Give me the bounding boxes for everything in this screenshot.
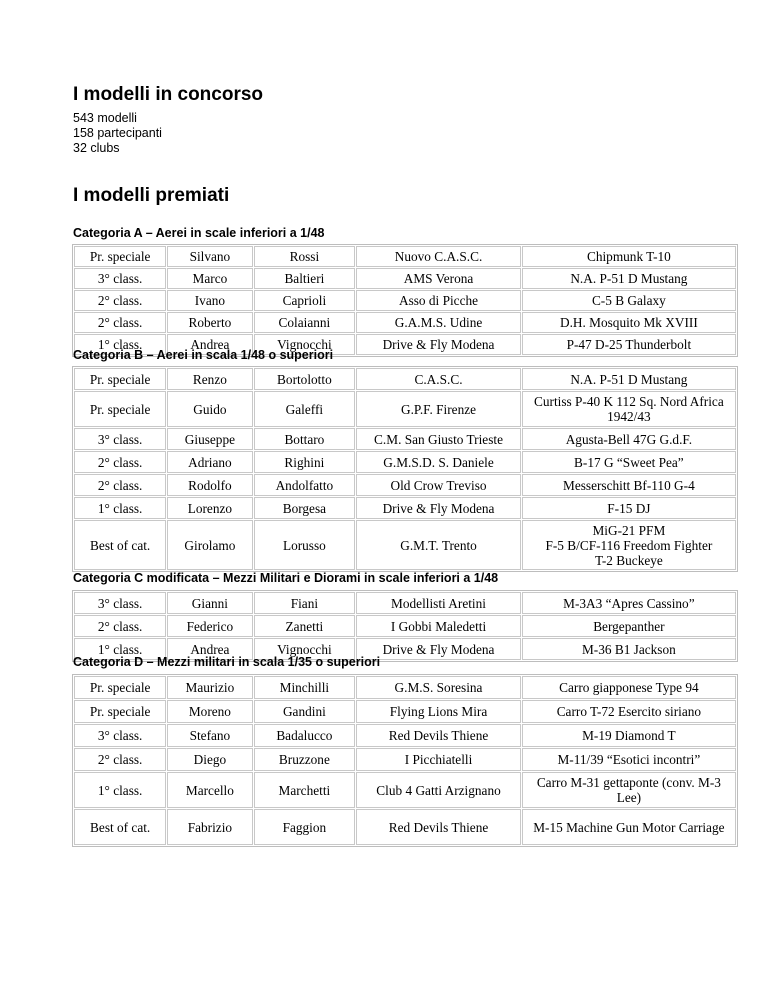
last-name-cell: Lorusso (254, 520, 356, 570)
last-name-cell: Andolfatto (254, 474, 356, 496)
model-cell: Messerschitt Bf-110 G-4 (522, 474, 736, 496)
club-cell: G.M.S.D. S. Daniele (356, 451, 521, 473)
table-row (74, 246, 736, 267)
model-cell: M-11/39 “Esotici incontri” (522, 748, 736, 771)
club-cell: Red Devils Thiene (356, 724, 521, 747)
category-a-heading: Categoria A – Aerei in scale inferiori a 1/48 (73, 226, 325, 240)
table-row (74, 428, 736, 450)
last-name-cell: Minchilli (254, 676, 356, 699)
first-name-cell: Giuseppe (167, 428, 252, 450)
first-name-cell: Andrea (167, 334, 252, 355)
table-row (74, 748, 736, 771)
model-cell: Carro M-31 gettaponte (conv. M-3 Lee) (522, 772, 736, 808)
last-name-cell: Colaianni (254, 312, 356, 333)
club-cell: Club 4 Gatti Arzignano (356, 772, 521, 808)
last-name-cell: Marchetti (254, 772, 356, 808)
model-cell: C-5 B Galaxy (522, 290, 736, 311)
last-name-cell: Badalucco (254, 724, 356, 747)
last-name-cell: Rossi (254, 246, 356, 267)
category-a-table (72, 244, 738, 357)
award-cell: Pr. speciale (74, 391, 166, 427)
category-d-heading: Categoria D – Mezzi militari in scala 1/35 o superiori (73, 655, 381, 669)
first-name-cell: Stefano (167, 724, 252, 747)
first-name-cell: Federico (167, 615, 252, 637)
last-name-cell: Bruzzone (254, 748, 356, 771)
first-name-cell: Adriano (167, 451, 252, 473)
club-cell: C.A.S.C. (356, 368, 521, 390)
award-cell: Pr. speciale (74, 246, 166, 267)
table-row (74, 290, 736, 311)
last-name-cell: Baltieri (254, 268, 356, 289)
last-name-cell: Gandini (254, 700, 356, 723)
first-name-cell: Lorenzo (167, 497, 252, 519)
category-d-table (72, 674, 738, 847)
table-row (74, 592, 736, 614)
award-cell: 2° class. (74, 474, 166, 496)
club-cell: I Gobbi Maledetti (356, 615, 521, 637)
club-cell: G.M.S. Soresina (356, 676, 521, 699)
last-name-cell: Righini (254, 451, 356, 473)
table-row (74, 772, 736, 808)
first-name-cell: Diego (167, 748, 252, 771)
model-cell: B-17 G “Sweet Pea” (522, 451, 736, 473)
model-cell: MiG-21 PFM F-5 B/CF-116 Freedom Fighter T-2 Buckeye (522, 520, 736, 570)
first-name-cell: Maurizio (167, 676, 252, 699)
table-row (74, 368, 736, 390)
last-name-cell: Borgesa (254, 497, 356, 519)
award-cell: 1° class. (74, 638, 166, 660)
club-cell: Drive & Fly Modena (356, 497, 521, 519)
model-cell: Curtiss P-40 K 112 Sq. Nord Africa 1942/43 (522, 391, 736, 427)
award-cell: 3° class. (74, 428, 166, 450)
last-name-cell: Fiani (254, 592, 356, 614)
club-cell: Asso di Picche (356, 290, 521, 311)
first-name-cell: Andrea (167, 638, 252, 660)
category-b-heading: Categoria B – Aerei in scala 1/48 o superiori (73, 348, 334, 362)
table-row (74, 809, 736, 845)
category-b-table (72, 366, 738, 572)
last-name-cell: Vignocchi (254, 334, 356, 355)
contest-stats (73, 111, 162, 156)
first-name-cell: Fabrizio (167, 809, 252, 845)
table-row (74, 474, 736, 496)
club-cell: Modellisti Aretini (356, 592, 521, 614)
club-cell: Drive & Fly Modena (356, 334, 521, 355)
club-cell: Nuovo C.A.S.C. (356, 246, 521, 267)
first-name-cell: Ivano (167, 290, 252, 311)
last-name-cell: Bortolotto (254, 368, 356, 390)
club-cell: Red Devils Thiene (356, 809, 521, 845)
first-name-cell: Silvano (167, 246, 252, 267)
model-cell: Chipmunk T-10 (522, 246, 736, 267)
award-cell: Pr. speciale (74, 700, 166, 723)
last-name-cell: Vignocchi (254, 638, 356, 660)
table-row (74, 520, 736, 570)
model-cell: M-36 B1 Jackson (522, 638, 736, 660)
club-cell: G.A.M.S. Udine (356, 312, 521, 333)
table-row (74, 312, 736, 333)
model-cell: P-47 D-25 Thunderbolt (522, 334, 736, 355)
first-name-cell: Marco (167, 268, 252, 289)
club-cell: G.P.F. Firenze (356, 391, 521, 427)
award-cell: 3° class. (74, 268, 166, 289)
model-cell: Bergepanther (522, 615, 736, 637)
award-cell: 1° class. (74, 497, 166, 519)
award-cell: Pr. speciale (74, 676, 166, 699)
table-row (74, 724, 736, 747)
model-cell: D.H. Mosquito Mk XVIII (522, 312, 736, 333)
table-row (74, 497, 736, 519)
club-cell: Flying Lions Mira (356, 700, 521, 723)
club-cell: Drive & Fly Modena (356, 638, 521, 660)
table-row (74, 700, 736, 723)
category-c-heading: Categoria C modificata – Mezzi Militari e Diorami in scale inferiori a 1/48 (73, 571, 499, 585)
first-name-cell: Renzo (167, 368, 252, 390)
model-cell: F-15 DJ (522, 497, 736, 519)
first-name-cell: Girolamo (167, 520, 252, 570)
model-cell: Carro T-72 Esercito siriano (522, 700, 736, 723)
model-cell: M-15 Machine Gun Motor Carriage (522, 809, 736, 845)
first-name-cell: Moreno (167, 700, 252, 723)
first-name-cell: Guido (167, 391, 252, 427)
award-cell: 2° class. (74, 748, 166, 771)
model-cell: Agusta-Bell 47G G.d.F. (522, 428, 736, 450)
stat-modelli: 543 modelli (73, 111, 137, 125)
award-cell: 3° class. (74, 724, 166, 747)
first-name-cell: Rodolfo (167, 474, 252, 496)
club-cell: AMS Verona (356, 268, 521, 289)
model-cell: M-3A3 “Apres Cassino” (522, 592, 736, 614)
category-c-table (72, 590, 738, 662)
table-row (74, 615, 736, 637)
section-heading-concorso: I modelli in concorso (73, 84, 264, 105)
award-cell: Best of cat. (74, 809, 166, 845)
last-name-cell: Zanetti (254, 615, 356, 637)
award-cell: 1° class. (74, 334, 166, 355)
last-name-cell: Faggion (254, 809, 356, 845)
award-cell: Best of cat. (74, 520, 166, 570)
club-cell: G.M.T. Trento (356, 520, 521, 570)
model-cell: Carro giapponese Type 94 (522, 676, 736, 699)
section-heading-premiati: I modelli premiati (73, 185, 230, 206)
club-cell: C.M. San Giusto Trieste (356, 428, 521, 450)
award-cell: 3° class. (74, 592, 166, 614)
club-cell: I Picchiatelli (356, 748, 521, 771)
award-cell: 1° class. (74, 772, 166, 808)
model-cell: M-19 Diamond T (522, 724, 736, 747)
stat-partecipanti: 158 partecipanti (73, 126, 162, 140)
award-cell: Pr. speciale (74, 368, 166, 390)
award-cell: 2° class. (74, 615, 166, 637)
first-name-cell: Marcello (167, 772, 252, 808)
club-cell: Old Crow Treviso (356, 474, 521, 496)
award-cell: 2° class. (74, 290, 166, 311)
model-cell: N.A. P-51 D Mustang (522, 368, 736, 390)
last-name-cell: Galeffi (254, 391, 356, 427)
table-row (74, 676, 736, 699)
last-name-cell: Caprioli (254, 290, 356, 311)
first-name-cell: Gianni (167, 592, 252, 614)
table-row (74, 268, 736, 289)
last-name-cell: Bottaro (254, 428, 356, 450)
award-cell: 2° class. (74, 312, 166, 333)
model-cell: N.A. P-51 D Mustang (522, 268, 736, 289)
stat-clubs: 32 clubs (73, 141, 120, 155)
table-row (74, 391, 736, 427)
table-row (74, 451, 736, 473)
first-name-cell: Roberto (167, 312, 252, 333)
award-cell: 2° class. (74, 451, 166, 473)
